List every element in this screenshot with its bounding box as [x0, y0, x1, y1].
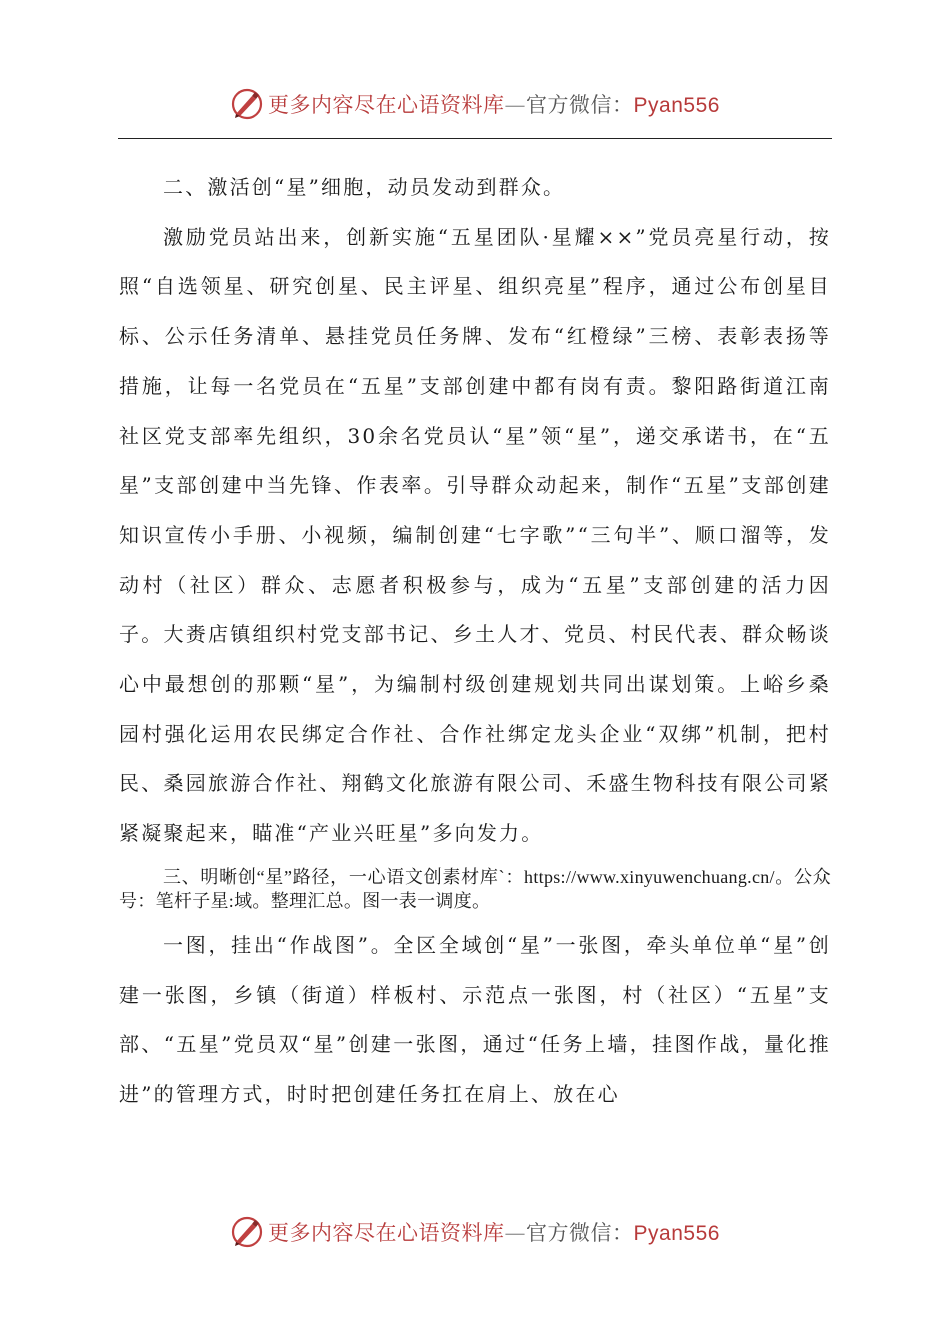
footer-main-text: 更多内容尽在心语资料库: [268, 1221, 505, 1245]
paragraph-1: 激励党员站出来，创新实施“五星团队·星耀××”党员亮星行动，按照“自选领星、研究创星、民主评星、组织亮星”程序，通过公布创星目标、公示任务清单、悬挂党员任务牌、发布“红橙绿”三榜、表彰表扬等措施，让每一名党员在“五星”支部创建中都有岗有责。黎阳路街道江南社区党支部率先组织，30余名党员认“星”领“星”，递交承诺书，在“五星”支部创建中当先锋、作表率。引导群众动起来，制作“五星”支部创建知识宣传小手册、小视频，编制创建“七字歌”“三句半”、顺口溜等，发动村（社区）群众、志愿者积极参与，成为“五星”支部创建的活力因子。大赉店镇组织村党支部书记、乡土人才、党员、村民代表、群众畅谈心中最想创的那颗“星”，为编制村级创建规划共同出谋划策。上峪乡桑园村强化运用农民绑定合作社、合作社绑定龙头企业“双绑”机制，把村民、桑园旅游合作社、翔鹤文化旅游有限公司、禾盛生物科技有限公司紧紧凝聚起来，瞄准“产业兴旺星”多向发力。: [119, 224, 831, 846]
pen-logo-icon: [230, 1215, 264, 1249]
footer-wechat-id: Pyan556: [633, 1222, 720, 1245]
header-banner: [0, 84, 950, 124]
header-wechat-id: Pyan556: [633, 94, 720, 117]
paragraph-2: 一图，挂出“作战图”。全区全域创“星”一张图，牵头单位单“星”创建一张图，乡镇（街道）样板村、示范点一张图，村（社区）“五星”支部、“五星”党员双“星”创建一张图，通过“任务上墙，挂图作战，量化推进”的管理方式，时时把创建任务扛在肩上、放在心: [119, 932, 831, 1106]
header-separator: —: [504, 93, 527, 117]
footer-text: [268, 1217, 720, 1247]
header-text: [268, 89, 720, 119]
header-divider: [118, 138, 832, 139]
header-label: 官方微信：: [526, 93, 634, 117]
section-heading-2: 二、激活创“星”细胞，动员发动到群众。: [163, 175, 566, 199]
pen-logo-icon: [230, 87, 264, 121]
document-body: [119, 163, 831, 1120]
footer-banner: [0, 1212, 950, 1252]
header-main-text: 更多内容尽在心语资料库: [268, 93, 505, 117]
footer-separator: —: [504, 1221, 527, 1245]
section-heading-3: 三、明晰创“星”路径，一心语文创素材库`：https://www.xinyuwenchuang.cn/。公众号：笔杆子星:域。整理汇总。图一表一调度。: [119, 866, 831, 911]
footer-label: 官方微信：: [526, 1221, 634, 1245]
